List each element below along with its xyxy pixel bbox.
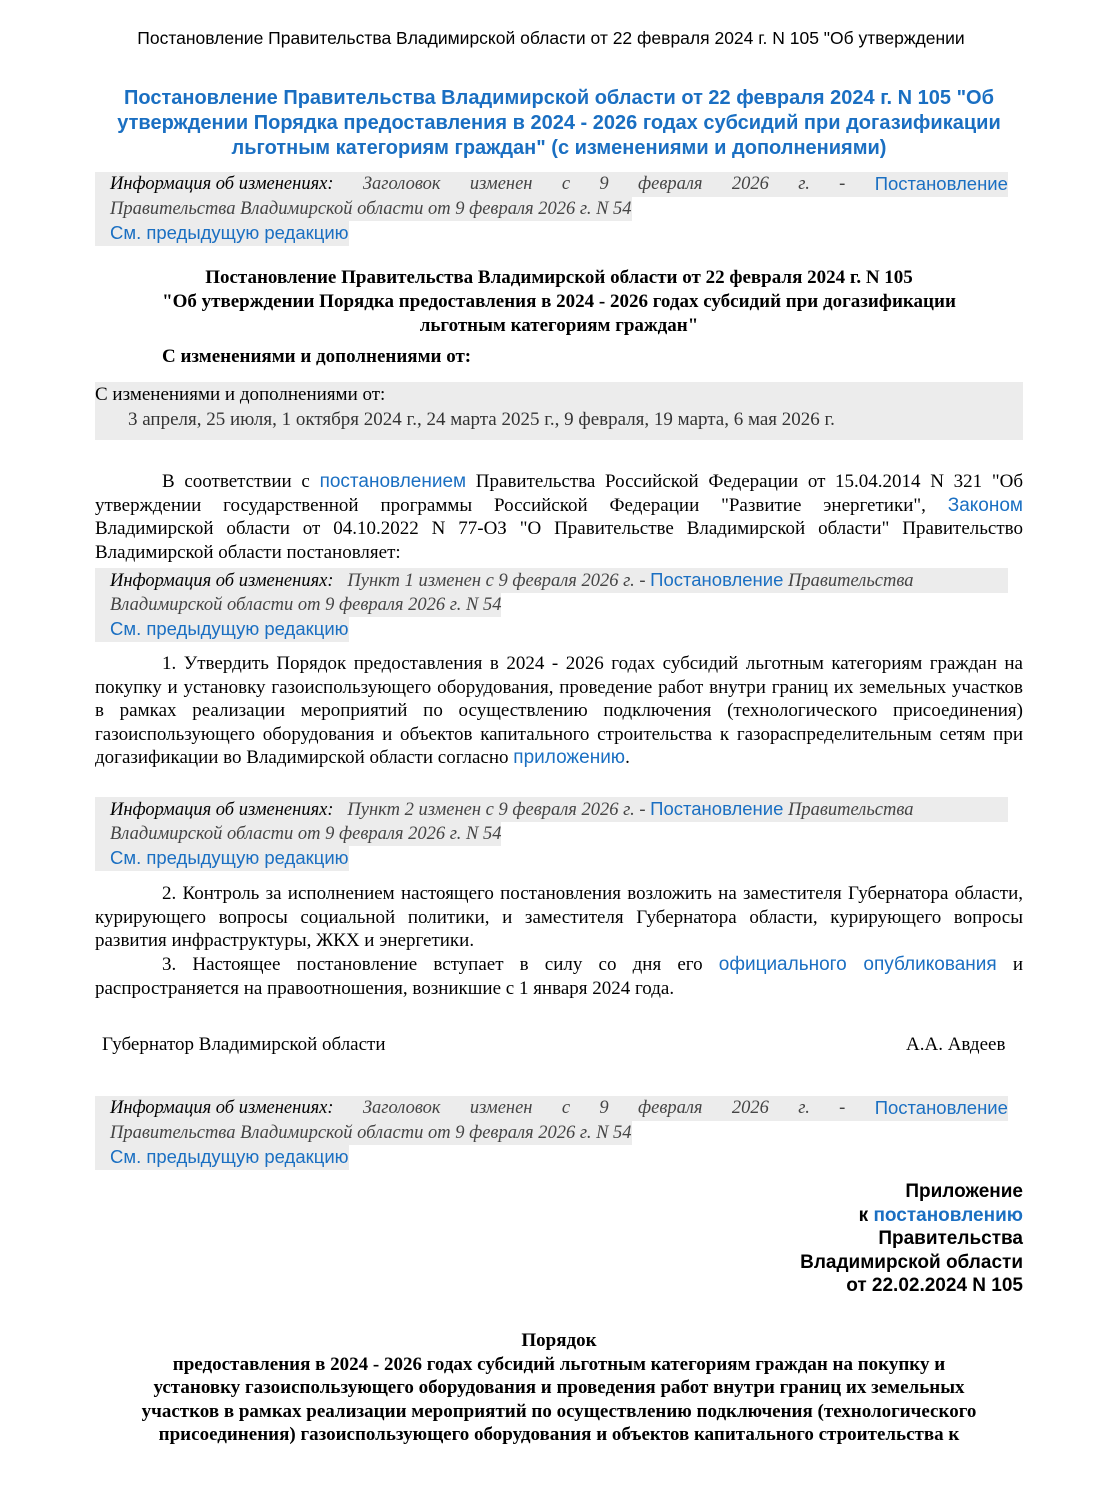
change-info-label: Информация об изменениях: [110, 800, 334, 820]
change-decree-link[interactable]: Постановление [650, 569, 784, 590]
law-link[interactable]: Законом [947, 494, 1023, 516]
change-info-word: - [839, 174, 846, 194]
previous-edition-link[interactable]: См. предыдущую редакцию [110, 618, 349, 639]
previous-edition-link[interactable]: См. предыдущую редакцию [110, 222, 349, 243]
change-info-word: изменен [469, 174, 533, 194]
changes-list [95, 382, 1023, 440]
change-info-line [95, 568, 1008, 593]
change-info-text: Пункт 1 изменен с 9 февраля 2026 г. - [347, 571, 646, 591]
change-info-label: Информация об изменениях: [110, 1098, 334, 1118]
appendix-line: от 22.02.2024 N 105 [846, 1275, 1023, 1296]
change-info-word: Заголовок [362, 1098, 441, 1118]
change-info-word: Заголовок [362, 174, 441, 194]
document-title: Постановление Правительства Владимирской области от 22 февраля 2024 г. N 105 "Об утверждении Порядка предоставления в 2024 - 2026 годах субсидий при догазификации льготным категориям граждан" (с изменениями и дополнениями) [117, 87, 1001, 159]
item-1-text: 1. Утвердить Порядок предоставления в 2024 - 2026 годах субсидий льготным категориям граждан на покупку и установку газоиспользующего оборудования, проведение работ внутри границ их земельных участков в рамках реализации мероприятий по осуществлению подключения (технологического присоединения) газоиспользующего оборудования и объектов капитального строительства к газораспределительным сетям при догазификации во Владимирской области согласно [95, 653, 1023, 768]
change-info-word: с [561, 174, 571, 194]
previous-edition-link-wrap [95, 617, 349, 642]
change-info-word: с [561, 1098, 571, 1118]
change-info-word: февраля [637, 1098, 703, 1118]
change-info-line2: Правительства Владимирской области от 9 февраля 2026 г. N 54 [95, 1121, 632, 1145]
change-info-line2: Владимирской области от 9 февраля 2026 г. N 54 [95, 593, 501, 617]
change-info-word: 9 [599, 174, 609, 194]
item-2-text: 2. Контроль за исполнением настоящего постановления возложить на заместителя Губернатора области, курирующего вопросы социальной политики, и заместителя Губернатора области, курирующего вопросы развития инфраструктуры, ЖКХ и энергетики. [95, 883, 1023, 951]
subtitle-line: Постановление Правительства Владимирской области от 22 февраля 2024 г. N 105 [205, 267, 913, 288]
change-decree-link[interactable]: Постановление [650, 798, 784, 819]
change-info-box [95, 797, 1008, 871]
change-info-text: Правительства [788, 571, 914, 591]
change-info-line [95, 797, 1008, 822]
order-title-line: предоставления в 2024 - 2026 годах субсидий льготным категориям граждан на покупку и [172, 1353, 946, 1375]
running-header: Постановление Правительства Владимирской области от 22 февраля 2024 г. N 105 "Об утверждении [137, 28, 965, 48]
preamble-paragraph [95, 470, 1023, 564]
change-info-line2: Правительства Владимирской области от 9 февраля 2026 г. N 54 [95, 197, 632, 221]
change-info-line [95, 172, 1008, 197]
changes-list-dates: 3 апреля, 25 июля, 1 октября 2024 г., 24 марта 2025 г., 9 февраля, 19 марта, 6 мая 2026 г. [128, 409, 835, 430]
previous-edition-link-wrap [95, 221, 349, 246]
official-publication-link[interactable]: официального опубликования [718, 954, 997, 975]
change-info-word: г. [798, 174, 810, 194]
previous-edition-link[interactable]: См. предыдущую редакцию [110, 1146, 349, 1167]
change-info-word: 2026 [731, 174, 769, 194]
appendix-decree-link[interactable]: постановлению [873, 1204, 1023, 1226]
change-info-line [95, 1096, 1008, 1121]
changes-heading: С изменениями и дополнениями от: [162, 346, 472, 367]
change-info-box [95, 172, 1008, 246]
change-info-word: - [839, 1098, 846, 1118]
change-info-word: 2026 [731, 1098, 769, 1118]
order-title: Порядок [521, 1330, 597, 1351]
previous-edition-link[interactable]: См. предыдущую редакцию [110, 847, 349, 868]
item-2-paragraph [95, 882, 1023, 953]
previous-edition-link-wrap [95, 1145, 349, 1170]
signature-name: А.А. Авдеев [906, 1034, 1006, 1055]
subtitle-line: "Об утверждении Порядка предоставления в 2024 - 2026 годах субсидий при догазификации [162, 291, 956, 312]
item-3-paragraph [95, 953, 1023, 1000]
appendix-line: Приложение [905, 1181, 1023, 1202]
change-info-label: Информация об изменениях: [110, 174, 334, 194]
previous-edition-link-wrap [95, 846, 349, 871]
appendix-line: Правительства [878, 1228, 1023, 1249]
item-3-text: 3. Настоящее постановление вступает в силу со дня его [162, 954, 703, 975]
appendix-block [800, 1180, 1023, 1298]
decree-link[interactable]: постановлением [319, 471, 467, 492]
change-decree-link[interactable]: Постановление [874, 173, 1008, 194]
order-heading [95, 1329, 1023, 1447]
change-info-word: 9 [599, 1098, 609, 1118]
change-info-box [95, 1096, 1008, 1170]
change-info-word: изменен [469, 1098, 533, 1118]
change-info-word: г. [798, 1098, 810, 1118]
appendix-link[interactable]: приложению [513, 747, 626, 768]
item-1-paragraph [95, 652, 1023, 770]
change-decree-link[interactable]: Постановление [874, 1097, 1008, 1118]
order-title-line: участков в рамках реализации мероприятий по осуществлению подключения (технологического [141, 1400, 977, 1422]
item-1-end: . [625, 747, 630, 768]
change-info-word: февраля [637, 174, 703, 194]
preamble-text: Владимирской области от 04.10.2022 N 77-ОЗ "О Правительстве Владимирской области" Правительство Владимирской области постановляет: [95, 518, 1023, 563]
document-subtitle [95, 266, 1023, 338]
change-info-line2: Владимирской области от 9 февраля 2026 г. N 54 [95, 822, 501, 846]
appendix-line: Владимирской области [800, 1251, 1023, 1273]
item-3-text: и распространяется на правоотношения, возникшие с 1 января 2024 года. [95, 954, 1023, 999]
order-title-line: присоединения) газоиспользующего оборудования и объектов капитального строительства к [158, 1424, 960, 1445]
change-info-box [95, 568, 1008, 642]
changes-list-label: С изменениями и дополнениями от: [95, 384, 386, 405]
change-info-label: Информация об изменениях: [110, 571, 334, 591]
order-title-line: установку газоиспользующего оборудования и проведения работ внутри границ их земельных [153, 1377, 965, 1398]
preamble-text: В соответствии с [162, 471, 310, 492]
preamble-text: Правительства Российской Федерации от 15.04.2014 N 321 "Об утверждении государственной программы Российской Федерации "Развитие энергетики", [95, 471, 1024, 516]
appendix-line [800, 1204, 1023, 1228]
change-info-text: Пункт 2 изменен с 9 февраля 2026 г. - [347, 800, 646, 820]
change-info-text: Правительства [788, 800, 914, 820]
appendix-prefix: к [858, 1204, 869, 1226]
signature-position: Губернатор Владимирской области [102, 1034, 386, 1055]
subtitle-line: льготным категориям граждан" [419, 315, 699, 336]
